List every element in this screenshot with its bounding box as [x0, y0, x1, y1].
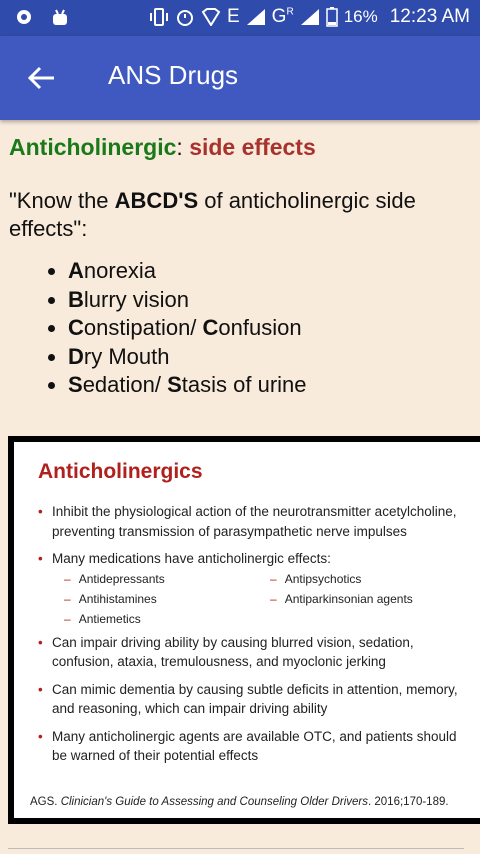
- slide-bullet: • Can impair driving ability by causing blurred vision, sedation, confusion, ataxia, tremulousness, and myoclonic jerking: [38, 633, 474, 672]
- list-item: • Dry Mouth: [68, 343, 469, 372]
- hotspot-icon: [201, 8, 221, 26]
- clock: 12:23 AM: [389, 6, 470, 27]
- slide-bullet: • Inhibit the physiological action of the neurotransmitter acetylcholine, preventing transmission of parasympathetic nerve impulses: [38, 502, 474, 541]
- mnemonic-list: [9, 257, 469, 400]
- list-item: • Blurry vision: [68, 286, 469, 315]
- slide-sublist: [64, 569, 474, 629]
- sub-item: – Antidepressants: [64, 571, 165, 586]
- slide: [14, 442, 480, 818]
- slide-image: [8, 436, 480, 824]
- sub-item: – Antiemetics: [64, 611, 141, 626]
- slide-citation: AGS. Clinician's Guide to Assessing and Counseling Older Drivers. 2016;170-189.: [30, 796, 449, 808]
- divider: [8, 848, 464, 849]
- intro-text: "Know the ABCD'S of anticholinergic side effects":: [9, 188, 416, 241]
- signal-icon: [246, 8, 266, 26]
- slide-bullet: • Many anticholinergic agents are available OTC, and patients should be warned of their potential effects: [38, 727, 474, 766]
- android-icon: [50, 8, 70, 26]
- slide-bullet: • Many medications have anticholinergic effects: – Antidepressants – Antipsychotics – Antihistamines – Antiparkinsonian agents – Antiemetics: [38, 549, 474, 629]
- slide-bullets: [38, 502, 474, 774]
- app-title: ANS Drugs: [108, 60, 239, 90]
- list-item: • Anorexia: [68, 257, 469, 286]
- sub-item: – Antipsychotics: [270, 571, 362, 586]
- battery-icon: [326, 7, 338, 27]
- sub-item: – Antihistamines: [64, 591, 157, 606]
- slide-title: Anticholinergics: [38, 460, 203, 483]
- signal-icon-2: [300, 8, 320, 26]
- list-item: • Sedation/ Stasis of urine: [68, 371, 469, 400]
- battery-percent: 16%: [343, 7, 378, 26]
- heading-topic: side effects: [189, 134, 316, 160]
- vibrate-icon: [149, 8, 169, 26]
- network-type-e: E: [226, 6, 240, 27]
- back-arrow-icon[interactable]: [26, 62, 58, 94]
- alarm-icon: [175, 7, 195, 27]
- sub-item: – Antiparkinsonian agents: [270, 591, 413, 606]
- heading-drug: Anticholinergic: [9, 134, 177, 160]
- notification-icon: [14, 8, 34, 26]
- list-item: • Constipation/ Confusion: [68, 314, 469, 343]
- article-content: [9, 134, 469, 400]
- network-type-g: $G^R$: [271, 6, 294, 27]
- slide-bullet: • Can mimic dementia by causing subtle deficits in attention, memory, and reasoning, which can impair driving ability: [38, 680, 474, 719]
- app-bar: [0, 36, 480, 120]
- section-heading: Anticholinergic: side effects: [9, 134, 316, 160]
- status-bar: [0, 0, 480, 36]
